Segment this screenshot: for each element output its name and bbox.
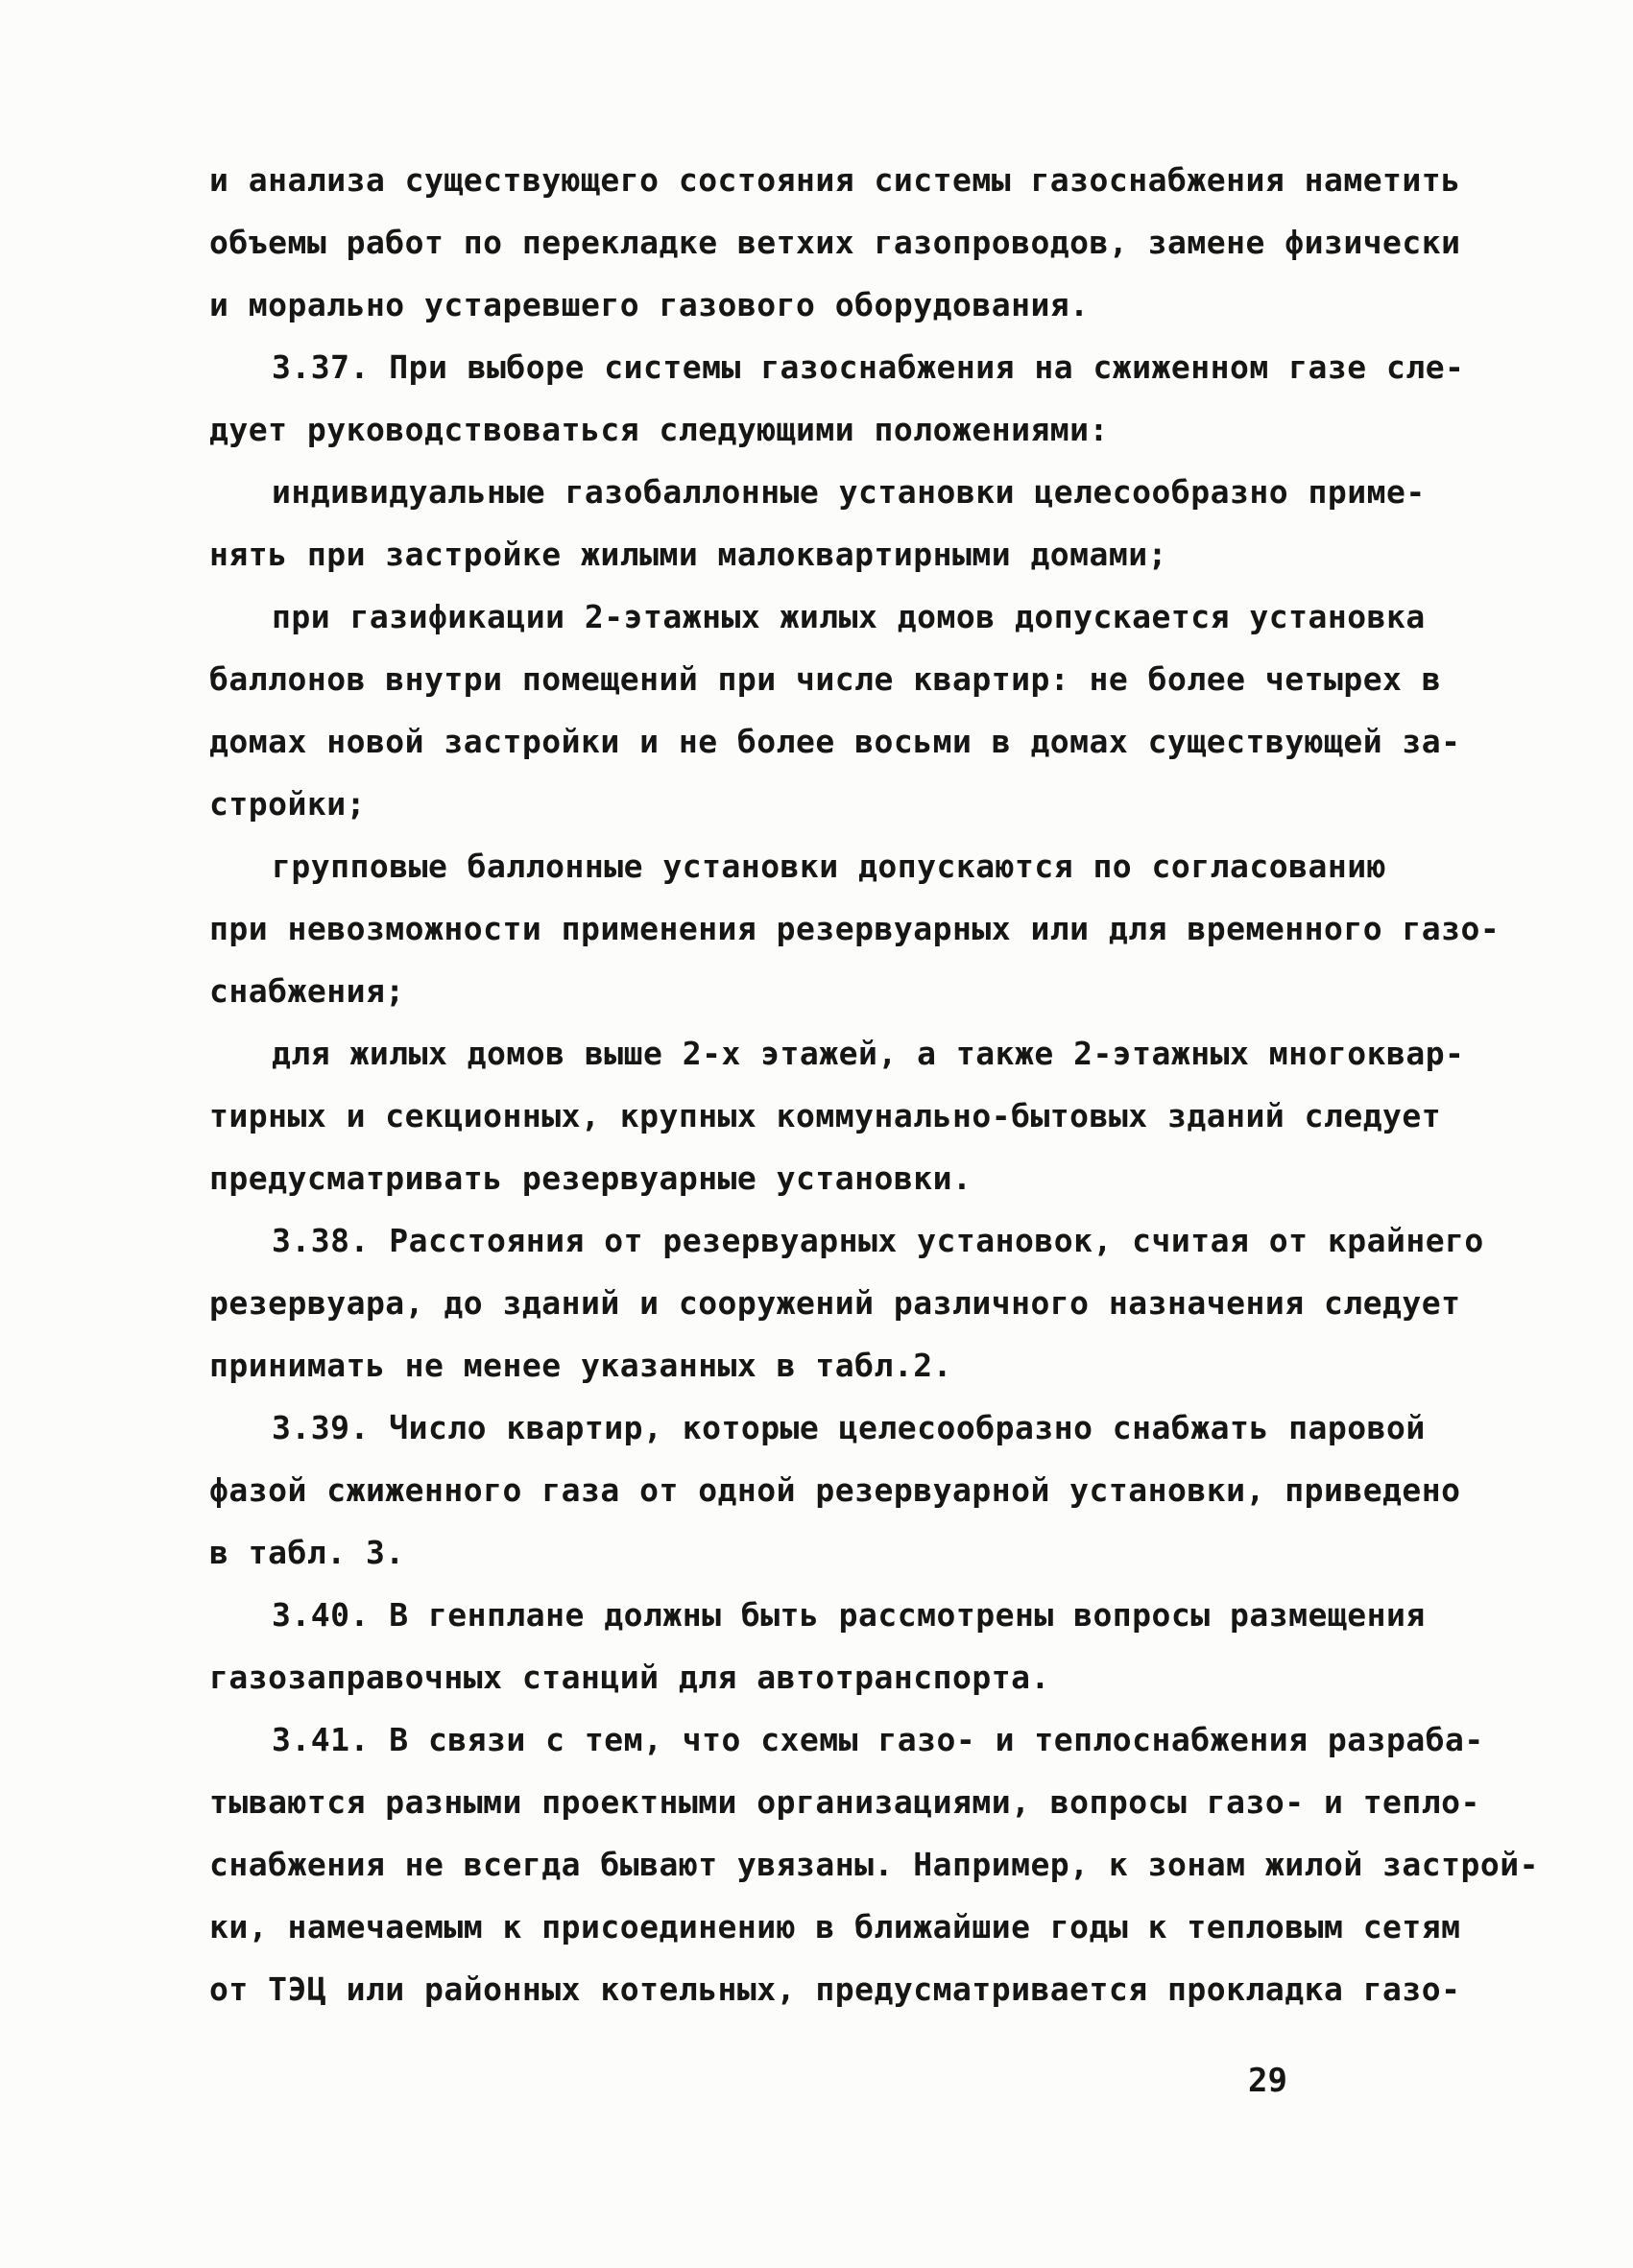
- list-item-gasification: при газификации 2-этажных жилых домов допускается установка: [272, 598, 1426, 635]
- text-line: тываются разными проектными организациями, вопросы газо- и тепло-: [209, 1783, 1480, 1821]
- text-line: при невозможности применения резервуарных или для временного газо-: [209, 910, 1501, 947]
- text-line: и анализа существующего состояния системы газоснабжения наметить: [209, 161, 1461, 199]
- list-item-residential: для жилых домов выше 2-х этажей, а также 2-этажных многоквар-: [272, 1035, 1465, 1072]
- document-body: [209, 149, 1540, 2020]
- text-line: нять при застройке жилыми малоквартирными домами;: [209, 536, 1168, 573]
- page-number: 29: [1248, 2062, 1287, 2100]
- paragraph-3-41: 3.41. В связи с тем, что схемы газо- и теплоснабжения разраба-: [272, 1721, 1484, 1758]
- text-line: ки, намечаемым к присоединению в ближайшие годы к тепловым сетям: [209, 1908, 1461, 1946]
- text-line: резервуара, до зданий и сооружений различного назначения следует: [209, 1284, 1461, 1322]
- paragraph-3-38: 3.38. Расстояния от резервуарных установок, считая от крайнего: [272, 1222, 1484, 1259]
- list-item-individual: индивидуальные газобаллонные установки целесообразно приме-: [272, 473, 1426, 511]
- paragraph-3-40: 3.40. В генплане должны быть рассмотрены вопросы размещения: [272, 1596, 1426, 1634]
- list-item-group: групповые баллонные установки допускаются по согласованию: [272, 848, 1386, 885]
- text-line: дует руководствоваться следующими положениями:: [209, 411, 1109, 448]
- text-line: принимать не менее указанных в табл.2.: [209, 1347, 952, 1384]
- text-line: домах новой застройки и не более восьми в домах существующей за-: [209, 723, 1461, 760]
- text-line: снабжения не всегда бывают увязаны. Например, к зонам жилой застрой-: [209, 1846, 1540, 1883]
- text-line: в табл. 3.: [209, 1534, 405, 1571]
- paragraph-3-39: 3.39. Число квартир, которые целесообразно снабжать паровой: [272, 1409, 1426, 1446]
- text-line: предусматривать резервуарные установки.: [209, 1159, 973, 1197]
- text-line: стройки;: [209, 785, 366, 823]
- text-line: тирных и секционных, крупных коммунально-бытовых зданий следует: [209, 1097, 1442, 1134]
- paragraph-3-37: 3.37. При выборе системы газоснабжения на сжиженном газе сле-: [272, 348, 1465, 386]
- text-line: снабжения;: [209, 972, 405, 1010]
- text-line: газозаправочных станций для автотранспорта.: [209, 1659, 1050, 1696]
- text-line: и морально устаревшего газового оборудования.: [209, 286, 1090, 323]
- text-line: баллонов внутри помещений при числе квартир: не более четырех в: [209, 660, 1442, 698]
- text-line: фазой сжиженного газа от одной резервуарной установки, приведено: [209, 1471, 1461, 1509]
- text-line: объемы работ по перекладке ветхих газопроводов, замене физически: [209, 224, 1461, 261]
- text-line: от ТЭЦ или районных котельных, предусматривается прокладка газо-: [209, 1970, 1461, 2008]
